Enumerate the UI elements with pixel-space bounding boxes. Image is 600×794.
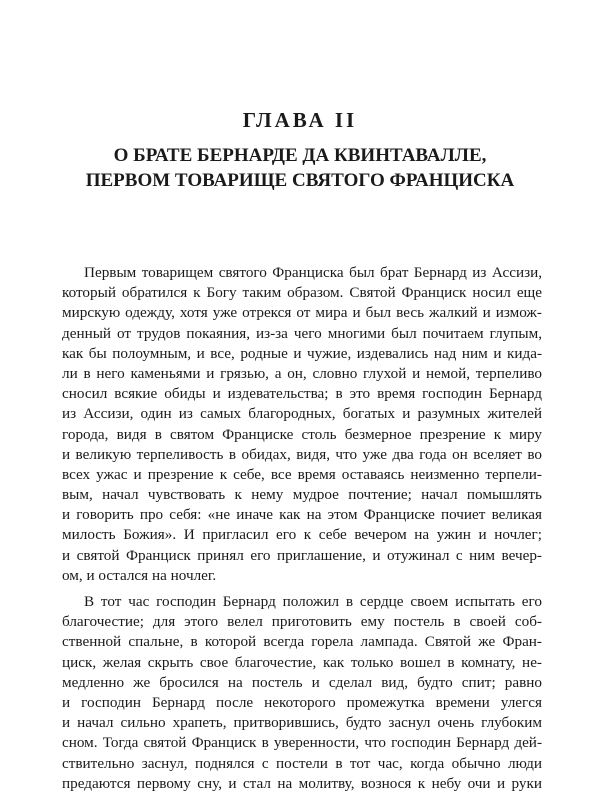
chapter-subtitle-line: О БРАТЕ БЕРНАРДЕ ДА КВИНТАВАЛЛЕ, (113, 145, 487, 166)
text-line: и говорить про себя: «не иначе как на этом Франциске почиет великая (62, 506, 542, 524)
text-line: медленно же бросился на постель и сделал вид, будто спит; равно (62, 673, 542, 691)
text-line: как бы полоумным, и все, родные и чужие, издевались над ним и кида- (62, 344, 542, 362)
text-line: который обратился к Богу таким образом. Святой Франциск носил еще (62, 284, 542, 302)
text-line: сносил всякие обиды и издевательства; в это время господин Бернард (62, 385, 542, 403)
text-line: ственной спальне, в которой всегда горела лампада. Святой же Фран- (62, 633, 542, 651)
chapter-subtitle (0, 143, 600, 193)
text-line: мирскую одежду, хотя уже отрекся от мира и был весь жалкий и измож- (62, 304, 542, 322)
text-line: вым, начал чувствовать к нему мудрое почтение; начал помышлять (62, 486, 542, 504)
text-line: В тот час господин Бернард положил в сердце своем испытать его (84, 593, 542, 610)
text-line: и святой Франциск принял его приглашение, и отужинал с ним вечер- (62, 546, 542, 564)
text-line: сном. Тогда святой Франциск в уверенности, что господин Бернард дей- (62, 734, 542, 752)
text-line: города, видя в святом Франциске столь безмерное презрение к миру (62, 425, 542, 443)
text-line: денный от трудов покаяния, из-за чего многими был почитаем глупым, (62, 324, 542, 342)
text-line: из Ассизи, один из самых благородных, богатых и разумных жителей (62, 405, 542, 423)
chapter-subtitle-line: ПЕРВОМ ТОВАРИЩЕ СВЯТОГО ФРАНЦИСКА (85, 170, 515, 191)
text-line: милость Божия». И пригласил его к себе вечером на ужин и ночлег; (62, 526, 542, 544)
chapter-body (62, 263, 542, 794)
text-line: и великую терпеливость в обидах, видя, что уже два года он вселяет во (62, 445, 542, 463)
text-line: и господин Бернард после некоторого промежутка времени улегся (62, 693, 542, 711)
text-line: циск, желая скрыть свое благочестие, как только вошел в комнату, не- (62, 653, 542, 671)
text-line: предаются первому сну, и стал на молитву, вознося к небу очи и руки (62, 774, 542, 792)
text-line: ли в него каменьями и грязью, а он, словно глухой и немой, терпеливо (62, 364, 542, 382)
text-line: ом, и остался на ночлег. (62, 566, 217, 584)
text-line: Первым товарищем святого Франциска был брат Бернард из Ассизи, (84, 264, 542, 281)
text-line: благочестие; для этого велел приготовить ему постель в своей соб- (62, 613, 542, 631)
text-line: и начал сильно храпеть, притворившись, будто заснул очень глубоким (62, 714, 542, 732)
text-line: всех ужас и презрение к себе, все время оставаясь неизменно терпели- (62, 465, 542, 483)
chapter-title: ГЛАВА II (242, 108, 358, 132)
paragraph-1 (62, 263, 542, 586)
paragraph-2 (62, 592, 542, 794)
text-line: ствительно заснул, поднялся с постели в тот час, когда обычно люди (62, 754, 542, 772)
